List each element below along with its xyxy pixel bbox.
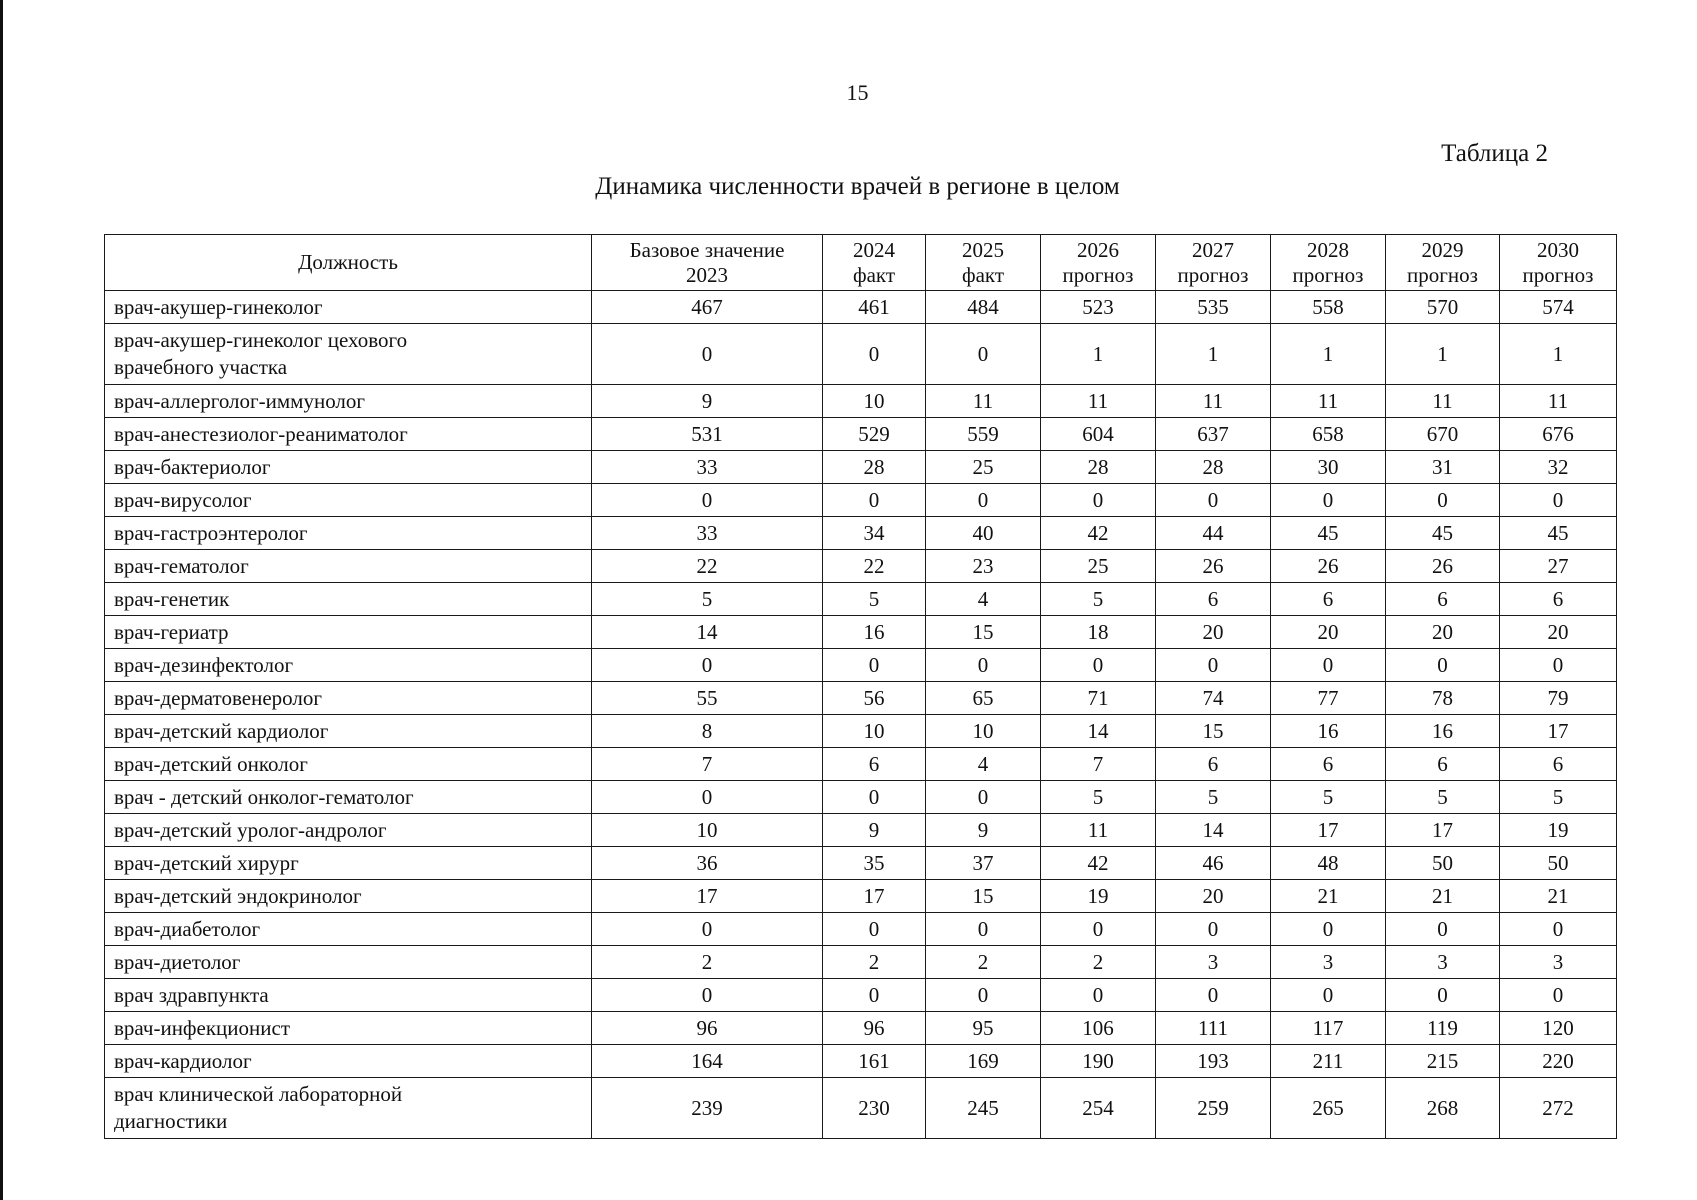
position-cell — [105, 550, 592, 583]
value-cell: 9 — [926, 814, 1041, 847]
table-label: Таблица 2 — [1441, 140, 1548, 167]
value-cell: 28 — [1156, 451, 1271, 484]
column-header-line2: прогноз — [1062, 262, 1134, 287]
value-cell: 20 — [1500, 616, 1617, 649]
value-cell: 25 — [926, 451, 1041, 484]
value-cell: 523 — [1041, 291, 1156, 324]
position-cell — [105, 913, 592, 946]
value-cell: 96 — [823, 1012, 926, 1045]
value-cell: 0 — [1156, 649, 1271, 682]
value-cell: 604 — [1041, 418, 1156, 451]
value-cell: 0 — [1500, 484, 1617, 517]
value-cell: 484 — [926, 291, 1041, 324]
table-row — [105, 880, 1617, 913]
value-cell: 0 — [1156, 484, 1271, 517]
value-cell: 265 — [1271, 1078, 1386, 1139]
value-cell: 44 — [1156, 517, 1271, 550]
table-row — [105, 418, 1617, 451]
value-cell: 0 — [1271, 979, 1386, 1012]
value-cell: 0 — [1386, 484, 1500, 517]
table-row — [105, 484, 1617, 517]
position-name: врач-аллерголог-иммунолог — [114, 388, 366, 413]
value-cell: 31 — [1386, 451, 1500, 484]
value-cell: 3 — [1500, 946, 1617, 979]
value-cell: 36 — [592, 847, 823, 880]
value-cell: 6 — [1386, 583, 1500, 616]
value-cell: 74 — [1156, 682, 1271, 715]
value-cell: 17 — [1386, 814, 1500, 847]
value-cell: 56 — [823, 682, 926, 715]
value-cell: 0 — [823, 913, 926, 946]
position-cell — [105, 847, 592, 880]
value-cell: 46 — [1156, 847, 1271, 880]
value-cell: 11 — [1041, 385, 1156, 418]
value-cell: 215 — [1386, 1045, 1500, 1078]
value-cell: 531 — [592, 418, 823, 451]
value-cell: 120 — [1500, 1012, 1617, 1045]
value-cell: 18 — [1041, 616, 1156, 649]
value-cell: 239 — [592, 1078, 823, 1139]
value-cell: 1 — [1041, 324, 1156, 385]
position-cell — [105, 1078, 592, 1139]
table-row — [105, 1012, 1617, 1045]
value-cell: 106 — [1041, 1012, 1156, 1045]
value-cell: 5 — [592, 583, 823, 616]
value-cell: 1 — [1500, 324, 1617, 385]
value-cell: 6 — [1156, 583, 1271, 616]
value-cell: 26 — [1271, 550, 1386, 583]
position-cell — [105, 946, 592, 979]
position-cell — [105, 814, 592, 847]
table-row — [105, 979, 1617, 1012]
value-cell: 23 — [926, 550, 1041, 583]
position-name: врач-детский эндокринолог — [114, 883, 362, 908]
value-cell: 245 — [926, 1078, 1041, 1139]
position-cell — [105, 880, 592, 913]
position-cell — [105, 682, 592, 715]
position-cell — [105, 649, 592, 682]
value-cell: 0 — [823, 484, 926, 517]
value-cell: 14 — [1041, 715, 1156, 748]
value-cell: 95 — [926, 1012, 1041, 1045]
table-row — [105, 781, 1617, 814]
value-cell: 0 — [1271, 484, 1386, 517]
value-cell: 467 — [592, 291, 823, 324]
value-cell: 193 — [1156, 1045, 1271, 1078]
value-cell: 461 — [823, 291, 926, 324]
value-cell: 19 — [1500, 814, 1617, 847]
value-cell: 0 — [592, 913, 823, 946]
value-cell: 55 — [592, 682, 823, 715]
table-row — [105, 385, 1617, 418]
column-header-line2: факт — [852, 262, 896, 287]
value-cell: 0 — [1386, 979, 1500, 1012]
table-row — [105, 649, 1617, 682]
position-cell — [105, 979, 592, 1012]
position-cell — [105, 451, 592, 484]
position-cell — [105, 385, 592, 418]
table-row — [105, 715, 1617, 748]
value-cell: 230 — [823, 1078, 926, 1139]
table-row — [105, 324, 1617, 385]
position-cell — [105, 748, 592, 781]
value-cell: 211 — [1271, 1045, 1386, 1078]
value-cell: 2 — [592, 946, 823, 979]
value-cell: 117 — [1271, 1012, 1386, 1045]
table-row — [105, 616, 1617, 649]
value-cell: 28 — [823, 451, 926, 484]
value-cell: 259 — [1156, 1078, 1271, 1139]
value-cell: 10 — [823, 385, 926, 418]
value-cell: 8 — [592, 715, 823, 748]
table-row — [105, 451, 1617, 484]
table-row — [105, 1078, 1617, 1139]
value-cell: 15 — [926, 880, 1041, 913]
column-header-line1: Базовое значение — [629, 237, 785, 262]
value-cell: 26 — [1156, 550, 1271, 583]
position-name: врач-гериатр — [114, 619, 229, 644]
position-name: врач-детский кардиолог — [114, 718, 329, 743]
value-cell: 0 — [1271, 913, 1386, 946]
value-cell: 6 — [1386, 748, 1500, 781]
position-cell — [105, 583, 592, 616]
value-cell: 0 — [1271, 649, 1386, 682]
value-cell: 4 — [926, 583, 1041, 616]
position-cell — [105, 781, 592, 814]
value-cell: 0 — [1500, 913, 1617, 946]
value-cell: 529 — [823, 418, 926, 451]
value-cell: 42 — [1041, 847, 1156, 880]
value-cell: 34 — [823, 517, 926, 550]
value-cell: 0 — [1386, 649, 1500, 682]
value-cell: 5 — [1500, 781, 1617, 814]
value-cell: 11 — [1271, 385, 1386, 418]
position-name: врач-инфекционист — [114, 1015, 291, 1040]
value-cell: 5 — [1271, 781, 1386, 814]
value-cell: 1 — [1156, 324, 1271, 385]
value-cell: 6 — [1500, 583, 1617, 616]
column-header-line1: 2025 — [962, 237, 1004, 262]
value-cell: 65 — [926, 682, 1041, 715]
position-cell — [105, 517, 592, 550]
column-header-3 — [926, 235, 1041, 291]
position-name: врач-кардиолог — [114, 1048, 252, 1073]
value-cell: 11 — [926, 385, 1041, 418]
value-cell: 37 — [926, 847, 1041, 880]
position-cell — [105, 484, 592, 517]
value-cell: 6 — [1271, 748, 1386, 781]
value-cell: 4 — [926, 748, 1041, 781]
value-cell: 0 — [1500, 979, 1617, 1012]
value-cell: 0 — [1041, 979, 1156, 1012]
value-cell: 0 — [823, 979, 926, 1012]
table-row — [105, 517, 1617, 550]
value-cell: 220 — [1500, 1045, 1617, 1078]
value-cell: 0 — [592, 979, 823, 1012]
position-cell — [105, 616, 592, 649]
value-cell: 0 — [823, 324, 926, 385]
column-header-line2: прогноз — [1522, 262, 1594, 287]
value-cell: 30 — [1271, 451, 1386, 484]
value-cell: 2 — [823, 946, 926, 979]
table-row — [105, 847, 1617, 880]
column-header-line2: прогноз — [1407, 262, 1478, 287]
value-cell: 21 — [1500, 880, 1617, 913]
value-cell: 16 — [823, 616, 926, 649]
table-header-row — [105, 235, 1617, 291]
value-cell: 161 — [823, 1045, 926, 1078]
column-header-line2: 2023 — [686, 262, 728, 287]
value-cell: 2 — [1041, 946, 1156, 979]
value-cell: 35 — [823, 847, 926, 880]
value-cell: 11 — [1041, 814, 1156, 847]
position-cell — [105, 715, 592, 748]
value-cell: 6 — [1156, 748, 1271, 781]
value-cell: 0 — [592, 649, 823, 682]
position-name: врач клинической лабораторной — [114, 1082, 403, 1106]
value-cell: 268 — [1386, 1078, 1500, 1139]
value-cell: 5 — [1156, 781, 1271, 814]
value-cell: 17 — [592, 880, 823, 913]
table-row — [105, 913, 1617, 946]
value-cell: 0 — [1500, 649, 1617, 682]
table-row — [105, 1045, 1617, 1078]
value-cell: 0 — [823, 781, 926, 814]
page-number: 15 — [846, 80, 869, 105]
value-cell: 21 — [1386, 880, 1500, 913]
value-cell: 5 — [1041, 781, 1156, 814]
column-header-line1: 2028 — [1307, 237, 1349, 262]
position-name: врач здравпункта — [114, 982, 269, 1007]
value-cell: 71 — [1041, 682, 1156, 715]
value-cell: 119 — [1386, 1012, 1500, 1045]
value-cell: 0 — [823, 649, 926, 682]
value-cell: 9 — [823, 814, 926, 847]
value-cell: 21 — [1271, 880, 1386, 913]
value-cell: 19 — [1041, 880, 1156, 913]
value-cell: 9 — [592, 385, 823, 418]
value-cell: 535 — [1156, 291, 1271, 324]
value-cell: 0 — [592, 484, 823, 517]
position-name: врач - детский онколог-гематолог — [114, 784, 414, 809]
column-header-8 — [1500, 235, 1617, 291]
value-cell: 6 — [823, 748, 926, 781]
position-name: врач-бактериолог — [114, 454, 271, 479]
value-cell: 3 — [1271, 946, 1386, 979]
value-cell: 0 — [926, 913, 1041, 946]
value-cell: 0 — [1041, 649, 1156, 682]
position-name: врач-акушер-гинеколог — [114, 294, 323, 319]
position-cell — [105, 1045, 592, 1078]
table-row — [105, 946, 1617, 979]
value-cell: 0 — [1041, 913, 1156, 946]
column-header-line2: прогноз — [1177, 262, 1249, 287]
doctors-table — [104, 234, 1617, 1139]
table-row — [105, 748, 1617, 781]
value-cell: 670 — [1386, 418, 1500, 451]
position-cell — [105, 324, 592, 385]
column-header-line2: прогноз — [1292, 262, 1364, 287]
value-cell: 14 — [1156, 814, 1271, 847]
column-header-2 — [823, 235, 926, 291]
position-name: врач-вирусолог — [114, 487, 252, 512]
value-cell: 0 — [926, 979, 1041, 1012]
value-cell: 20 — [1386, 616, 1500, 649]
table-title: Динамика численности врачей в регионе в целом — [595, 173, 1120, 200]
value-cell: 570 — [1386, 291, 1500, 324]
value-cell: 7 — [1041, 748, 1156, 781]
value-cell: 5 — [1041, 583, 1156, 616]
value-cell: 78 — [1386, 682, 1500, 715]
value-cell: 22 — [592, 550, 823, 583]
value-cell: 0 — [926, 484, 1041, 517]
position-name: диагностики — [114, 1109, 228, 1133]
value-cell: 27 — [1500, 550, 1617, 583]
position-name: врач-детский уролог-андролог — [114, 817, 387, 842]
value-cell: 42 — [1041, 517, 1156, 550]
value-cell: 20 — [1271, 616, 1386, 649]
value-cell: 26 — [1386, 550, 1500, 583]
value-cell: 50 — [1500, 847, 1617, 880]
value-cell: 20 — [1156, 616, 1271, 649]
value-cell: 17 — [1500, 715, 1617, 748]
value-cell: 48 — [1271, 847, 1386, 880]
value-cell: 254 — [1041, 1078, 1156, 1139]
value-cell: 32 — [1500, 451, 1617, 484]
value-cell: 1 — [1271, 324, 1386, 385]
value-cell: 16 — [1271, 715, 1386, 748]
value-cell: 190 — [1041, 1045, 1156, 1078]
value-cell: 0 — [1041, 484, 1156, 517]
value-cell: 15 — [926, 616, 1041, 649]
position-name: врач-гастроэнтеролог — [114, 520, 308, 545]
position-name: врачебного участка — [114, 355, 288, 379]
column-header-1 — [592, 235, 823, 291]
table-body — [105, 291, 1617, 1139]
position-name: врач-гематолог — [114, 553, 249, 578]
value-cell: 10 — [592, 814, 823, 847]
value-cell: 11 — [1156, 385, 1271, 418]
column-header-line2: факт — [961, 262, 1005, 287]
value-cell: 0 — [926, 324, 1041, 385]
value-cell: 45 — [1500, 517, 1617, 550]
value-cell: 0 — [926, 649, 1041, 682]
column-header-6 — [1271, 235, 1386, 291]
position-name: врач-детский хирург — [114, 850, 299, 875]
position-name: врач-детский онколог — [114, 751, 308, 776]
position-name: врач-акушер-гинеколог цехового — [114, 328, 408, 352]
value-cell: 77 — [1271, 682, 1386, 715]
value-cell: 0 — [1156, 979, 1271, 1012]
value-cell: 574 — [1500, 291, 1617, 324]
position-name: врач-анестезиолог-реаниматолог — [114, 421, 408, 446]
value-cell: 15 — [1156, 715, 1271, 748]
value-cell: 0 — [592, 781, 823, 814]
value-cell: 3 — [1386, 946, 1500, 979]
value-cell: 28 — [1041, 451, 1156, 484]
table-row — [105, 814, 1617, 847]
value-cell: 33 — [592, 517, 823, 550]
value-cell: 25 — [1041, 550, 1156, 583]
value-cell: 272 — [1500, 1078, 1617, 1139]
value-cell: 1 — [1386, 324, 1500, 385]
value-cell: 658 — [1271, 418, 1386, 451]
column-header-5 — [1156, 235, 1271, 291]
value-cell: 7 — [592, 748, 823, 781]
column-header-line1: 2027 — [1192, 237, 1234, 262]
value-cell: 33 — [592, 451, 823, 484]
value-cell: 5 — [1386, 781, 1500, 814]
column-header-7 — [1386, 235, 1500, 291]
value-cell: 558 — [1271, 291, 1386, 324]
value-cell: 10 — [926, 715, 1041, 748]
value-cell: 96 — [592, 1012, 823, 1045]
value-cell: 20 — [1156, 880, 1271, 913]
position-cell — [105, 1012, 592, 1045]
table-row — [105, 682, 1617, 715]
column-header-line1: Должность — [298, 250, 398, 274]
value-cell: 50 — [1386, 847, 1500, 880]
value-cell: 40 — [926, 517, 1041, 550]
position-name: врач-диабетолог — [114, 916, 261, 941]
column-header-line1: 2030 — [1537, 237, 1579, 262]
value-cell: 5 — [823, 583, 926, 616]
value-cell: 79 — [1500, 682, 1617, 715]
value-cell: 637 — [1156, 418, 1271, 451]
value-cell: 3 — [1156, 946, 1271, 979]
value-cell: 14 — [592, 616, 823, 649]
value-cell: 16 — [1386, 715, 1500, 748]
position-name: врач-генетик — [114, 586, 230, 611]
value-cell: 10 — [823, 715, 926, 748]
position-cell — [105, 418, 592, 451]
position-name: врач-дезинфектолог — [114, 652, 294, 677]
value-cell: 164 — [592, 1045, 823, 1078]
value-cell: 45 — [1271, 517, 1386, 550]
value-cell: 169 — [926, 1045, 1041, 1078]
value-cell: 45 — [1386, 517, 1500, 550]
position-name: врач-диетолог — [114, 949, 241, 974]
value-cell: 17 — [1271, 814, 1386, 847]
table-row — [105, 583, 1617, 616]
value-cell: 11 — [1500, 385, 1617, 418]
value-cell: 22 — [823, 550, 926, 583]
column-header-line1: 2024 — [853, 237, 895, 262]
value-cell: 676 — [1500, 418, 1617, 451]
value-cell: 111 — [1156, 1012, 1271, 1045]
position-cell — [105, 291, 592, 324]
position-name: врач-дерматовенеролог — [114, 685, 322, 710]
value-cell: 0 — [1386, 913, 1500, 946]
value-cell: 6 — [1500, 748, 1617, 781]
value-cell: 0 — [1156, 913, 1271, 946]
column-header-line1: 2026 — [1077, 237, 1119, 262]
value-cell: 17 — [823, 880, 926, 913]
column-header-position — [105, 235, 592, 291]
value-cell: 559 — [926, 418, 1041, 451]
value-cell: 6 — [1271, 583, 1386, 616]
value-cell: 0 — [592, 324, 823, 385]
table-row — [105, 291, 1617, 324]
column-header-4 — [1041, 235, 1156, 291]
value-cell: 11 — [1386, 385, 1500, 418]
table-row — [105, 550, 1617, 583]
value-cell: 0 — [926, 781, 1041, 814]
value-cell: 2 — [926, 946, 1041, 979]
column-header-line1: 2029 — [1421, 237, 1464, 262]
